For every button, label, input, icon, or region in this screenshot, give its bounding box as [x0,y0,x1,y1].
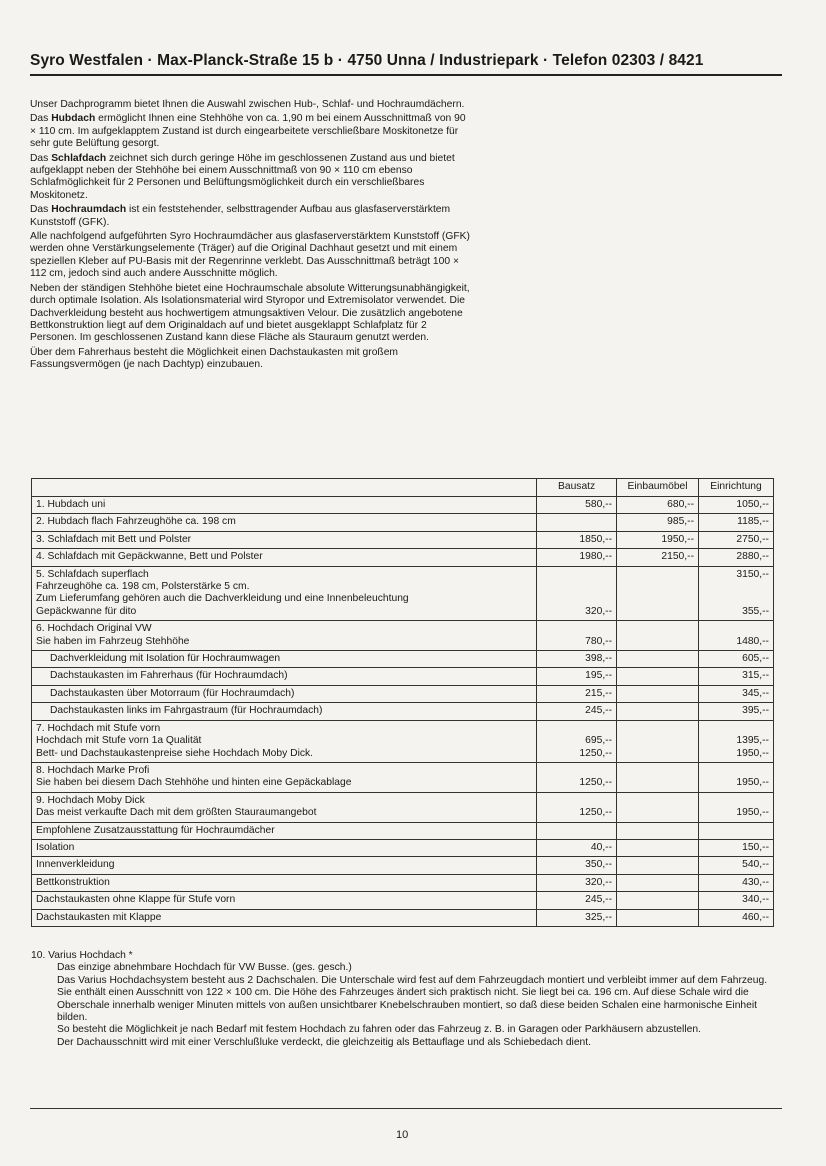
cell-einrichtung: 1950,-- [699,792,774,822]
intro-text [30,99,470,374]
cell-bausatz: 580,-- [537,497,617,514]
cell-einbaumoebel: 985,-- [617,514,699,531]
table-body [32,497,774,927]
cell-einrichtung: 3150,-- 355,-- [699,566,774,621]
cell-einrichtung: 1950,-- [699,762,774,792]
table-row [32,566,774,621]
price-table [31,478,774,927]
cell-bausatz: 215,-- [537,685,617,702]
table-row [32,822,774,839]
cell-einrichtung: 2750,-- [699,531,774,548]
table-row [32,792,774,822]
intro-paragraph-7: Über dem Fahrerhaus besteht die Möglichkeit einen Dachstaukasten mit großem Fassungsvermögen (je nach Dachtyp) einzubauen. [30,346,399,371]
cell-description: 1. Hubdach uni [32,497,537,514]
table-row [32,857,774,874]
cell-einrichtung: 1185,-- [699,514,774,531]
text-fragment: ist ein feststehender, selbsttragender Aufbau aus glasfaserverstärktem Kunststoff (GFK). [30,204,451,228]
cell-description: Dachstaukasten über Motorraum (für Hochraumdach) [32,685,537,702]
text-fragment: zeichnet sich durch geringe Höhe im geschlossenen Zustand aus und bietet aufgeklappt neben der Stehhöhe bei einem Ausschnittmaß von 90 × 110 cm ebenso Schlafmöglichkeit für 2 Personen und Belüftungsmöglichkeit durch ein verschließbares Moskitonetz. [30,152,455,201]
table-row [32,668,774,685]
cell-description: Dachstaukasten ohne Klappe für Stufe vorn [32,892,537,909]
cell-description: Empfohlene Zusatzausstattung für Hochraumdächer [32,822,537,839]
table-row [32,892,774,909]
table-row [32,720,774,762]
header-divider [30,74,782,76]
cell-description: Dachverkleidung mit Isolation für Hochraumwagen [32,651,537,668]
cell-description: 7. Hochdach mit Stufe vorn Hochdach mit Stufe vorn 1a Qualität Bett- und Dachstaukastenpreise siehe Hochdach Moby Dick. [32,720,537,762]
cell-einrichtung: 605,-- [699,651,774,668]
cell-bausatz: 695,-- 1250,-- [537,720,617,762]
table-header-row [32,479,774,497]
cell-description: 8. Hochdach Marke Profi Sie haben bei diesem Dach Stehhöhe und hinten eine Gepäckablage [32,762,537,792]
cell-einrichtung: 395,-- [699,703,774,720]
text-fragment: Das [30,152,52,164]
table-row [32,651,774,668]
cell-description: 3. Schlafdach mit Bett und Polster [32,531,537,548]
table-row [32,514,774,531]
cell-bausatz: 320,-- [537,566,617,621]
table-row [32,549,774,566]
table-row [32,762,774,792]
cell-bausatz: 325,-- [537,909,617,926]
cell-einrichtung [699,822,774,839]
cell-bausatz: 245,-- [537,892,617,909]
cell-bausatz: 350,-- [537,857,617,874]
cell-einbaumoebel [617,720,699,762]
cell-einbaumoebel [617,839,699,856]
cell-description: 2. Hubdach flach Fahrzeughöhe ca. 198 cm [32,514,537,531]
intro-paragraph-hubdach [30,113,470,150]
table-row [32,839,774,856]
cell-bausatz: 40,-- [537,839,617,856]
page-number: 10 [396,1129,409,1141]
cell-einbaumoebel [617,703,699,720]
cell-einbaumoebel: 2150,-- [617,549,699,566]
text-fragment: Das [30,113,52,125]
cell-description: Dachstaukasten links im Fahrgastraum (für Hochraumdach) [32,703,537,720]
cell-description: Isolation [32,839,537,856]
table-row [32,685,774,702]
cell-einrichtung: 315,-- [699,668,774,685]
cell-bausatz: 1250,-- [537,792,617,822]
table-row [32,703,774,720]
table-row [32,621,774,651]
term-hochraumdach: Hochraumdach [51,204,127,216]
intro-paragraph-5: Alle nachfolgend aufgeführten Syro Hochraumdächer aus glasfaserverstärktem Kunststoff (GFK) werden ohne Verstärkungselemente (Träger) auf die Original Dachhaut gesetzt und mit einem speziellen Kleber auf PU-Basis mit der Regenrinne verklebt. Das Ausschnittmaß beträgt 100 × 112 cm, jedoch sind auch andere Ausschnitte möglich. [30,231,470,280]
intro-paragraph-hochraumdach [30,204,470,229]
table-row [32,874,774,891]
varius-note-title: 10. Varius Hochdach * [31,950,133,961]
cell-einbaumoebel [617,566,699,621]
cell-description: Dachstaukasten mit Klappe [32,909,537,926]
varius-note [31,950,771,1049]
cell-einbaumoebel [617,909,699,926]
column-header-bausatz: Bausatz [537,479,617,497]
text-fragment: ermöglicht Ihnen eine Stehhöhe von ca. 1,90 m bei einem Ausschnittmaß von 90 × 110 cm. Im aufgeklapptem Zustand ist durch eingearbeitete verschließbare Moskitonetze für sehr gute Belüftung gesorgt. [30,113,466,150]
cell-bausatz: 1980,-- [537,549,617,566]
intro-paragraph-6: Neben der ständigen Stehhöhe bietet eine Hochraumschale absolute Witterungsunabhängigkeit, durch optimale Isolation. Als Isolationsmaterial wird Styropor und Extremisolator verwendet. Die Dachverkleidung besteht aus hochwertigem atmungsaktiven Velour. Die zusätzlich angebotene Bettkonstruktion liegt auf dem Originaldach auf und bietet ausgeklappt Schlafplatz für 2 Personen. Im geschlossenen Zustand kann diese Fläche als Stauraum genutzt werden. [30,282,470,344]
varius-note-body: Das einzige abnehmbare Hochdach für VW Busse. (ges. gesch.) Das Varius Hochdachsystem besteht aus 2 Dachschalen. Die Unterschale wird fest auf dem Fahrzeugdach montiert und verbleibt immer auf dem Fahrzeug. Sie enthält einen Ausschnitt von 122 × 100 cm. Die Höhe des Fahrzeuges ändert sich praktisch nicht. Sie liegt bei ca. 196 cm. Auf diese Schale wird die Oberschale innerhalb weniger Minuten mittels von außen unsichtbarer Knebelschrauben montiert, so daß diese beiden Schalen eine harmonische Einheit bilden. So besteht die Möglichkeit je nach Bedarf mit festem Hochdach zu fahren oder das Fahrzeug z. B. in Garagen oder Parkhäusern abzustellen. Der Dachausschnitt wird mit einer Verschlußluke verdeckt, die gleichzeitig als Bettauflage und als Schiebedach dient. [57,962,768,1048]
cell-description: 5. Schlafdach superflach Fahrzeughöhe ca. 198 cm, Polsterstärke 5 cm. Zum Lieferumfang gehören auch die Dachverkleidung und eine Innenbeleuchtung Gepäckwanne für dito [32,566,537,621]
cell-description: Dachstaukasten im Fahrerhaus (für Hochraumdach) [32,668,537,685]
column-header-description [32,479,537,497]
cell-einrichtung: 150,-- [699,839,774,856]
cell-einbaumoebel [617,651,699,668]
cell-bausatz [537,514,617,531]
cell-einbaumoebel: 1950,-- [617,531,699,548]
cell-einrichtung: 2880,-- [699,549,774,566]
text-fragment: Das [30,204,52,216]
cell-einrichtung: 345,-- [699,685,774,702]
cell-description: Bettkonstruktion [32,874,537,891]
cell-einbaumoebel [617,857,699,874]
cell-einbaumoebel [617,892,699,909]
cell-bausatz [537,822,617,839]
cell-description: 9. Hochdach Moby Dick Das meist verkaufte Dach mit dem größten Stauraumangebot [32,792,537,822]
table-row [32,909,774,926]
cell-einrichtung: 1480,-- [699,621,774,651]
cell-einbaumoebel [617,792,699,822]
cell-einrichtung: 460,-- [699,909,774,926]
cell-einrichtung: 430,-- [699,874,774,891]
cell-einbaumoebel [617,685,699,702]
cell-einbaumoebel: 680,-- [617,497,699,514]
cell-einbaumoebel [617,822,699,839]
term-schlafdach: Schlafdach [51,152,107,164]
footer-divider [30,1108,782,1109]
cell-einbaumoebel [617,874,699,891]
page-header: Syro Westfalen · Max-Planck-Straße 15 b · 4750 Unna / Industriepark · Telefon 02303 / 8421 [30,52,704,69]
table-row [32,497,774,514]
table-row [32,531,774,548]
term-hubdach: Hubdach [51,113,96,125]
cell-description: Innenverkleidung [32,857,537,874]
cell-einbaumoebel [617,762,699,792]
cell-bausatz: 195,-- [537,668,617,685]
cell-description: 4. Schlafdach mit Gepäckwanne, Bett und Polster [32,549,537,566]
cell-bausatz: 320,-- [537,874,617,891]
cell-einrichtung: 1395,-- 1950,-- [699,720,774,762]
cell-bausatz: 1250,-- [537,762,617,792]
cell-bausatz: 398,-- [537,651,617,668]
column-header-einbaumoebel: Einbaumöbel [617,479,699,497]
column-header-einrichtung: Einrichtung [699,479,774,497]
cell-einbaumoebel [617,668,699,685]
cell-einrichtung: 340,-- [699,892,774,909]
cell-bausatz: 245,-- [537,703,617,720]
cell-einrichtung: 1050,-- [699,497,774,514]
cell-einrichtung: 540,-- [699,857,774,874]
cell-description: 6. Hochdach Original VW Sie haben im Fahrzeug Stehhöhe [32,621,537,651]
cell-bausatz: 780,-- [537,621,617,651]
cell-einbaumoebel [617,621,699,651]
intro-paragraph-1: Unser Dachprogramm bietet Ihnen die Auswahl zwischen Hub-, Schlaf- und Hochraumdächern. [30,99,465,110]
cell-bausatz: 1850,-- [537,531,617,548]
intro-paragraph-schlafdach [30,153,470,203]
